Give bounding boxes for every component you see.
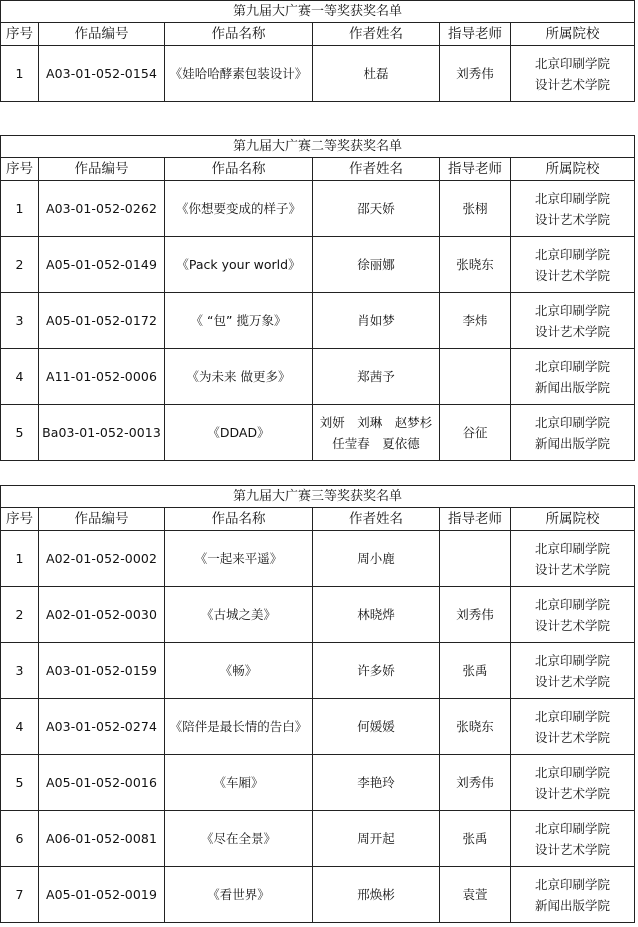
- row-school: [511, 46, 635, 102]
- row-author: 周小鹿: [313, 531, 440, 587]
- row-no: 1: [1, 181, 39, 237]
- table-title: 第九届大广赛二等奖获奖名单: [1, 136, 635, 158]
- school-line-2: 设计艺术学院: [535, 617, 611, 633]
- school-line-1: 北京印刷学院: [535, 820, 611, 836]
- school-line-1: 北京印刷学院: [535, 876, 611, 892]
- row-school: [511, 867, 635, 923]
- table-row: [1, 755, 635, 811]
- school-line-2: 设计艺术学院: [535, 841, 611, 857]
- school-line-1: 北京印刷学院: [535, 596, 611, 612]
- col-header-code: 作品编号: [39, 508, 165, 531]
- row-no: 4: [1, 699, 39, 755]
- row-code: Ba03-01-052-0013: [39, 405, 165, 461]
- col-header-work: 作品名称: [165, 158, 313, 181]
- author-line-1: 刘妍 刘琳 赵梦杉: [319, 414, 433, 430]
- row-advisor: 李炜: [440, 293, 511, 349]
- row-school: [511, 405, 635, 461]
- row-advisor: [440, 349, 511, 405]
- row-author: 周开起: [313, 811, 440, 867]
- row-work: 《车厢》: [165, 755, 313, 811]
- row-work: 《 “包” 揽万象》: [165, 293, 313, 349]
- row-school: [511, 293, 635, 349]
- table-row: [1, 46, 635, 102]
- table-row: [1, 643, 635, 699]
- school-line-1: 北京印刷学院: [535, 55, 611, 71]
- school-line-2: 设计艺术学院: [535, 785, 611, 801]
- row-work: 《古城之美》: [165, 587, 313, 643]
- table-row: [1, 293, 635, 349]
- school-line-1: 北京印刷学院: [535, 540, 611, 556]
- table-row: [1, 531, 635, 587]
- row-work: 《陪伴是最长情的告白》: [165, 699, 313, 755]
- row-author: 邵天娇: [313, 181, 440, 237]
- row-advisor: 张禹: [440, 643, 511, 699]
- col-header-work: 作品名称: [165, 508, 313, 531]
- col-header-advisor: 指导老师: [440, 23, 511, 46]
- row-school: [511, 237, 635, 293]
- row-advisor: 袁萱: [440, 867, 511, 923]
- row-no: 4: [1, 349, 39, 405]
- col-header-no: 序号: [1, 508, 39, 531]
- row-code: A05-01-052-0019: [39, 867, 165, 923]
- row-code: A05-01-052-0016: [39, 755, 165, 811]
- school-line-2: 设计艺术学院: [535, 323, 611, 339]
- row-author: 徐丽娜: [313, 237, 440, 293]
- row-author: [313, 405, 440, 461]
- school-line-2: 设计艺术学院: [535, 76, 611, 92]
- row-author: 李艳玲: [313, 755, 440, 811]
- row-code: A03-01-052-0274: [39, 699, 165, 755]
- row-work: 《看世界》: [165, 867, 313, 923]
- row-advisor: 刘秀伟: [440, 587, 511, 643]
- school-line-2: 设计艺术学院: [535, 729, 611, 745]
- row-advisor: 张晓东: [440, 699, 511, 755]
- school-line-2: 新闻出版学院: [535, 897, 611, 913]
- author-line-2: 任莹春 夏依德: [332, 435, 420, 451]
- row-work: 《畅》: [165, 643, 313, 699]
- school-line-1: 北京印刷学院: [535, 302, 611, 318]
- school-line-2: 设计艺术学院: [535, 673, 611, 689]
- row-advisor: 张晓东: [440, 237, 511, 293]
- row-work: 《Pack your world》: [165, 237, 313, 293]
- row-code: A11-01-052-0006: [39, 349, 165, 405]
- school-line-1: 北京印刷学院: [535, 358, 611, 374]
- row-advisor: 张栩: [440, 181, 511, 237]
- col-header-school: 所属院校: [511, 23, 635, 46]
- row-advisor: [440, 531, 511, 587]
- row-work: 《娃哈哈酵素包装设计》: [165, 46, 313, 102]
- row-no: 1: [1, 46, 39, 102]
- table-title: 第九届大广赛一等奖获奖名单: [1, 1, 635, 23]
- col-header-code: 作品编号: [39, 158, 165, 181]
- school-line-1: 北京印刷学院: [535, 652, 611, 668]
- table-row: [1, 699, 635, 755]
- table-row: [1, 237, 635, 293]
- school-line-2: 设计艺术学院: [535, 561, 611, 577]
- row-author: 杜磊: [313, 46, 440, 102]
- row-code: A03-01-052-0159: [39, 643, 165, 699]
- row-author: 许多娇: [313, 643, 440, 699]
- school-line-1: 北京印刷学院: [535, 414, 611, 430]
- row-school: [511, 531, 635, 587]
- table-row: [1, 181, 635, 237]
- school-line-2: 新闻出版学院: [535, 379, 611, 395]
- first-prize-table: [0, 0, 635, 102]
- row-author: 肖如梦: [313, 293, 440, 349]
- row-work: 《为未来 做更多》: [165, 349, 313, 405]
- row-no: 2: [1, 587, 39, 643]
- table-row: [1, 587, 635, 643]
- col-header-work: 作品名称: [165, 23, 313, 46]
- row-advisor: 张禹: [440, 811, 511, 867]
- col-header-author: 作者姓名: [313, 158, 440, 181]
- school-line-2: 设计艺术学院: [535, 267, 611, 283]
- school-line-1: 北京印刷学院: [535, 190, 611, 206]
- row-author: 邢焕彬: [313, 867, 440, 923]
- row-advisor: 刘秀伟: [440, 755, 511, 811]
- row-author: 郑茜予: [313, 349, 440, 405]
- row-code: A05-01-052-0172: [39, 293, 165, 349]
- table-row: [1, 867, 635, 923]
- row-work: 《一起来平遥》: [165, 531, 313, 587]
- col-header-school: 所属院校: [511, 508, 635, 531]
- table-row: [1, 405, 635, 461]
- school-line-2: 新闻出版学院: [535, 435, 611, 451]
- row-school: [511, 587, 635, 643]
- col-header-advisor: 指导老师: [440, 158, 511, 181]
- row-code: A03-01-052-0262: [39, 181, 165, 237]
- row-school: [511, 699, 635, 755]
- col-header-no: 序号: [1, 158, 39, 181]
- row-code: A02-01-052-0030: [39, 587, 165, 643]
- row-author: 何媛媛: [313, 699, 440, 755]
- row-school: [511, 811, 635, 867]
- row-no: 2: [1, 237, 39, 293]
- col-header-author: 作者姓名: [313, 23, 440, 46]
- col-header-code: 作品编号: [39, 23, 165, 46]
- school-line-2: 设计艺术学院: [535, 211, 611, 227]
- row-no: 5: [1, 405, 39, 461]
- row-code: A02-01-052-0002: [39, 531, 165, 587]
- col-header-school: 所属院校: [511, 158, 635, 181]
- row-work: 《你想要变成的样子》: [165, 181, 313, 237]
- row-no: 6: [1, 811, 39, 867]
- row-code: A03-01-052-0154: [39, 46, 165, 102]
- school-line-1: 北京印刷学院: [535, 764, 611, 780]
- table-row: [1, 349, 635, 405]
- third-prize-table: [0, 485, 635, 923]
- row-work: 《DDAD》: [165, 405, 313, 461]
- row-no: 3: [1, 293, 39, 349]
- row-author: 林晓烨: [313, 587, 440, 643]
- row-school: [511, 181, 635, 237]
- school-line-1: 北京印刷学院: [535, 246, 611, 262]
- school-line-1: 北京印刷学院: [535, 708, 611, 724]
- row-code: A06-01-052-0081: [39, 811, 165, 867]
- table-row: [1, 811, 635, 867]
- row-code: A05-01-052-0149: [39, 237, 165, 293]
- col-header-no: 序号: [1, 23, 39, 46]
- row-no: 3: [1, 643, 39, 699]
- row-school: [511, 755, 635, 811]
- col-header-advisor: 指导老师: [440, 508, 511, 531]
- row-advisor: 刘秀伟: [440, 46, 511, 102]
- row-no: 7: [1, 867, 39, 923]
- second-prize-table: [0, 135, 635, 461]
- row-no: 5: [1, 755, 39, 811]
- table-title: 第九届大广赛三等奖获奖名单: [1, 486, 635, 508]
- col-header-author: 作者姓名: [313, 508, 440, 531]
- row-school: [511, 349, 635, 405]
- row-school: [511, 643, 635, 699]
- row-no: 1: [1, 531, 39, 587]
- row-work: 《尽在全景》: [165, 811, 313, 867]
- row-advisor: 谷征: [440, 405, 511, 461]
